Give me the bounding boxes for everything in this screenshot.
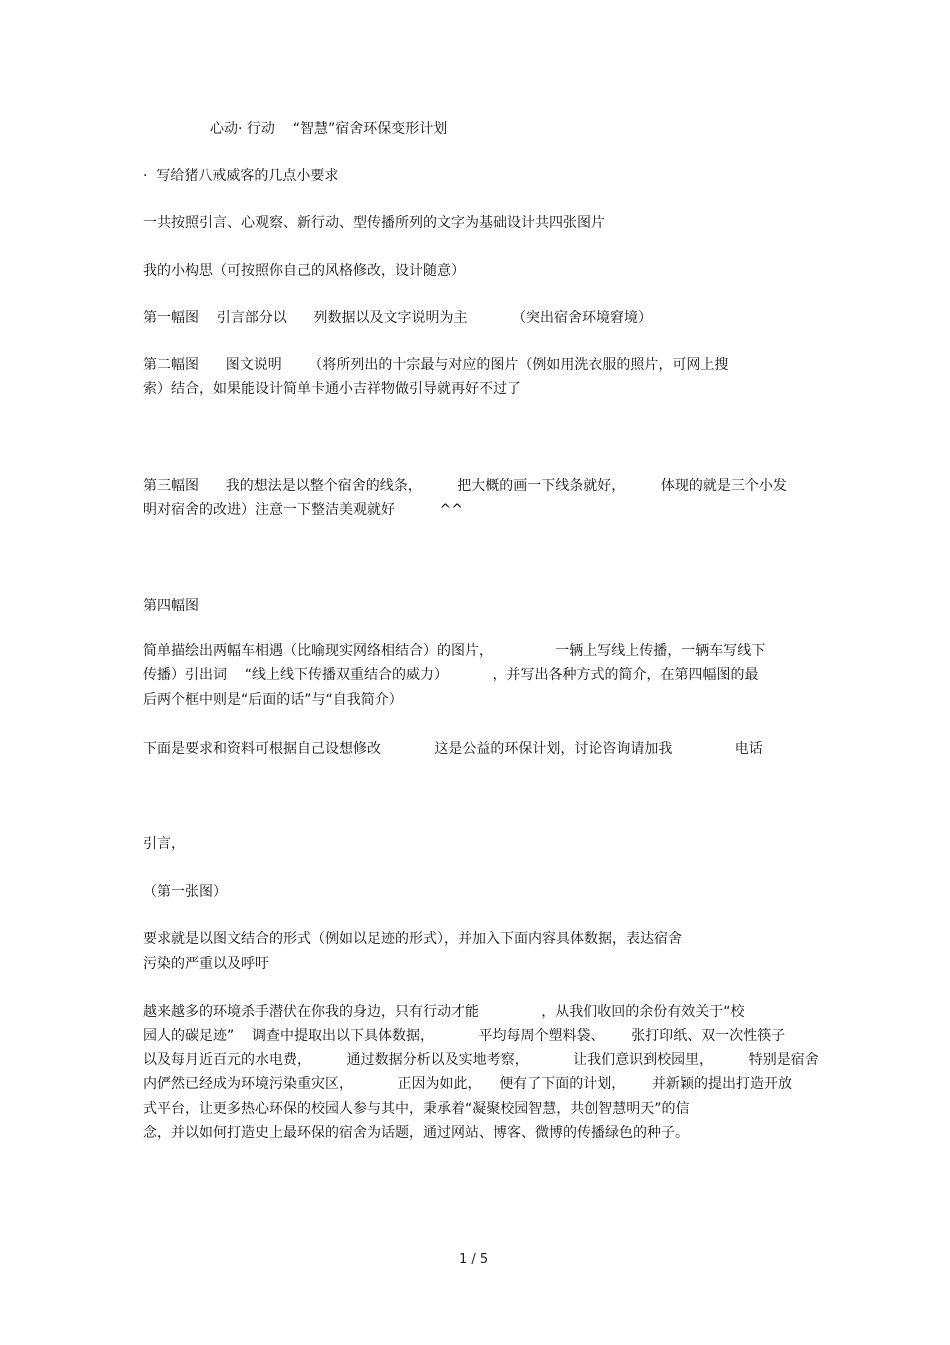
figure-4-heading: 第四幅图 — [143, 598, 199, 614]
overview-line: 一共按照引言、心观察、新行动、型传播所列的文字为基础设计共四张图片 — [143, 215, 605, 231]
intro-bullet-line: · 写给猪八戒威客的几点小要求 — [143, 168, 339, 184]
figure-1-line: 第一幅图 引言部分以 列数据以及文字说明为主 （突出宿舍环境窘境） — [143, 310, 653, 326]
page-number: 1 / 5 — [459, 1252, 489, 1267]
my-idea-line: 我的小构思（可按照你自己的风格修改，设计随意） — [143, 263, 465, 279]
figure-4-line-3: 后两个框中则是“后面的话”与“自我简介） — [143, 692, 403, 708]
preface-body-line-2: 园人的碳足迹” 调查中提取出以下具体数据， 平均每周个塑料袋、 张打印纸、双一次性筷子 — [143, 1028, 786, 1044]
preface-body-line-5: 式平台，让更多热心环保的校园人参与其中，秉承着“凝聚校园智慧，共创智慧明天”的信 — [143, 1101, 690, 1117]
figure-2-line-1: 第二幅图 图文说明 （将所列出的十宗最与对应的图片（例如用洗衣服的照片，可网上搜 — [143, 357, 729, 373]
first-picture-line: （第一张图） — [143, 884, 227, 900]
figure-4-line-2: 传播）引出词 “线上线下传播双重结合的威力） ，并写出各种方式的简介，在第四幅图的最 — [143, 667, 759, 683]
figure-4-line-1: 简单描绘出两幅车相遇（比喻现实网络相结合）的图片， 一辆上写线上传播，一辆车写线下 — [143, 643, 766, 659]
preface-body-line-1: 越来越多的环境杀手潜伏在你我的身边，只有行动才能 ，从我们收回的余份有效关于“校 — [143, 1004, 745, 1020]
preface-body-line-6: 念，并以如何打造史上最环保的宿舍为话题，通过网站、博客、微博的传播绿色的种子。 — [143, 1125, 689, 1141]
figure-3-line-1: 第三幅图 我的想法是以整个宿舍的线条， 把大概的画一下线条就好， 体现的就是三个小发 — [143, 478, 787, 494]
requirements-note-line: 下面是要求和资料可根据自己设想修改 这是公益的环保计划，讨论咨询请加我 电话 — [143, 741, 763, 757]
first-picture-req-line-1: 要求就是以图文结合的形式（例如以足迹的形式），并加入下面内容具体数据，表达宿舍 — [143, 931, 682, 947]
figure-2-line-2: 索）结合，如果能设计简单卡通小吉祥物做引导就再好不过了 — [143, 381, 521, 397]
first-picture-req-line-2: 污染的严重以及呼吁 — [143, 956, 269, 972]
preface-body-line-4: 内俨然已经成为环境污染重灾区， 正因为如此， 便有了下面的计划， 并新颖的提出打造开放 — [143, 1076, 793, 1092]
preface-body-line-3: 以及每月近百元的水电费， 通过数据分析以及实地考察， 让我们意识到校园里， 特别是宿舍 — [143, 1052, 819, 1068]
document-title: 心动· 行动 “智慧”宿舍环保变形计划 — [210, 121, 448, 137]
figure-3-line-2: 明对宿舍的改进）注意一下整洁美观就好 ^^ — [143, 502, 463, 518]
preface-heading: 引言， — [143, 836, 185, 852]
